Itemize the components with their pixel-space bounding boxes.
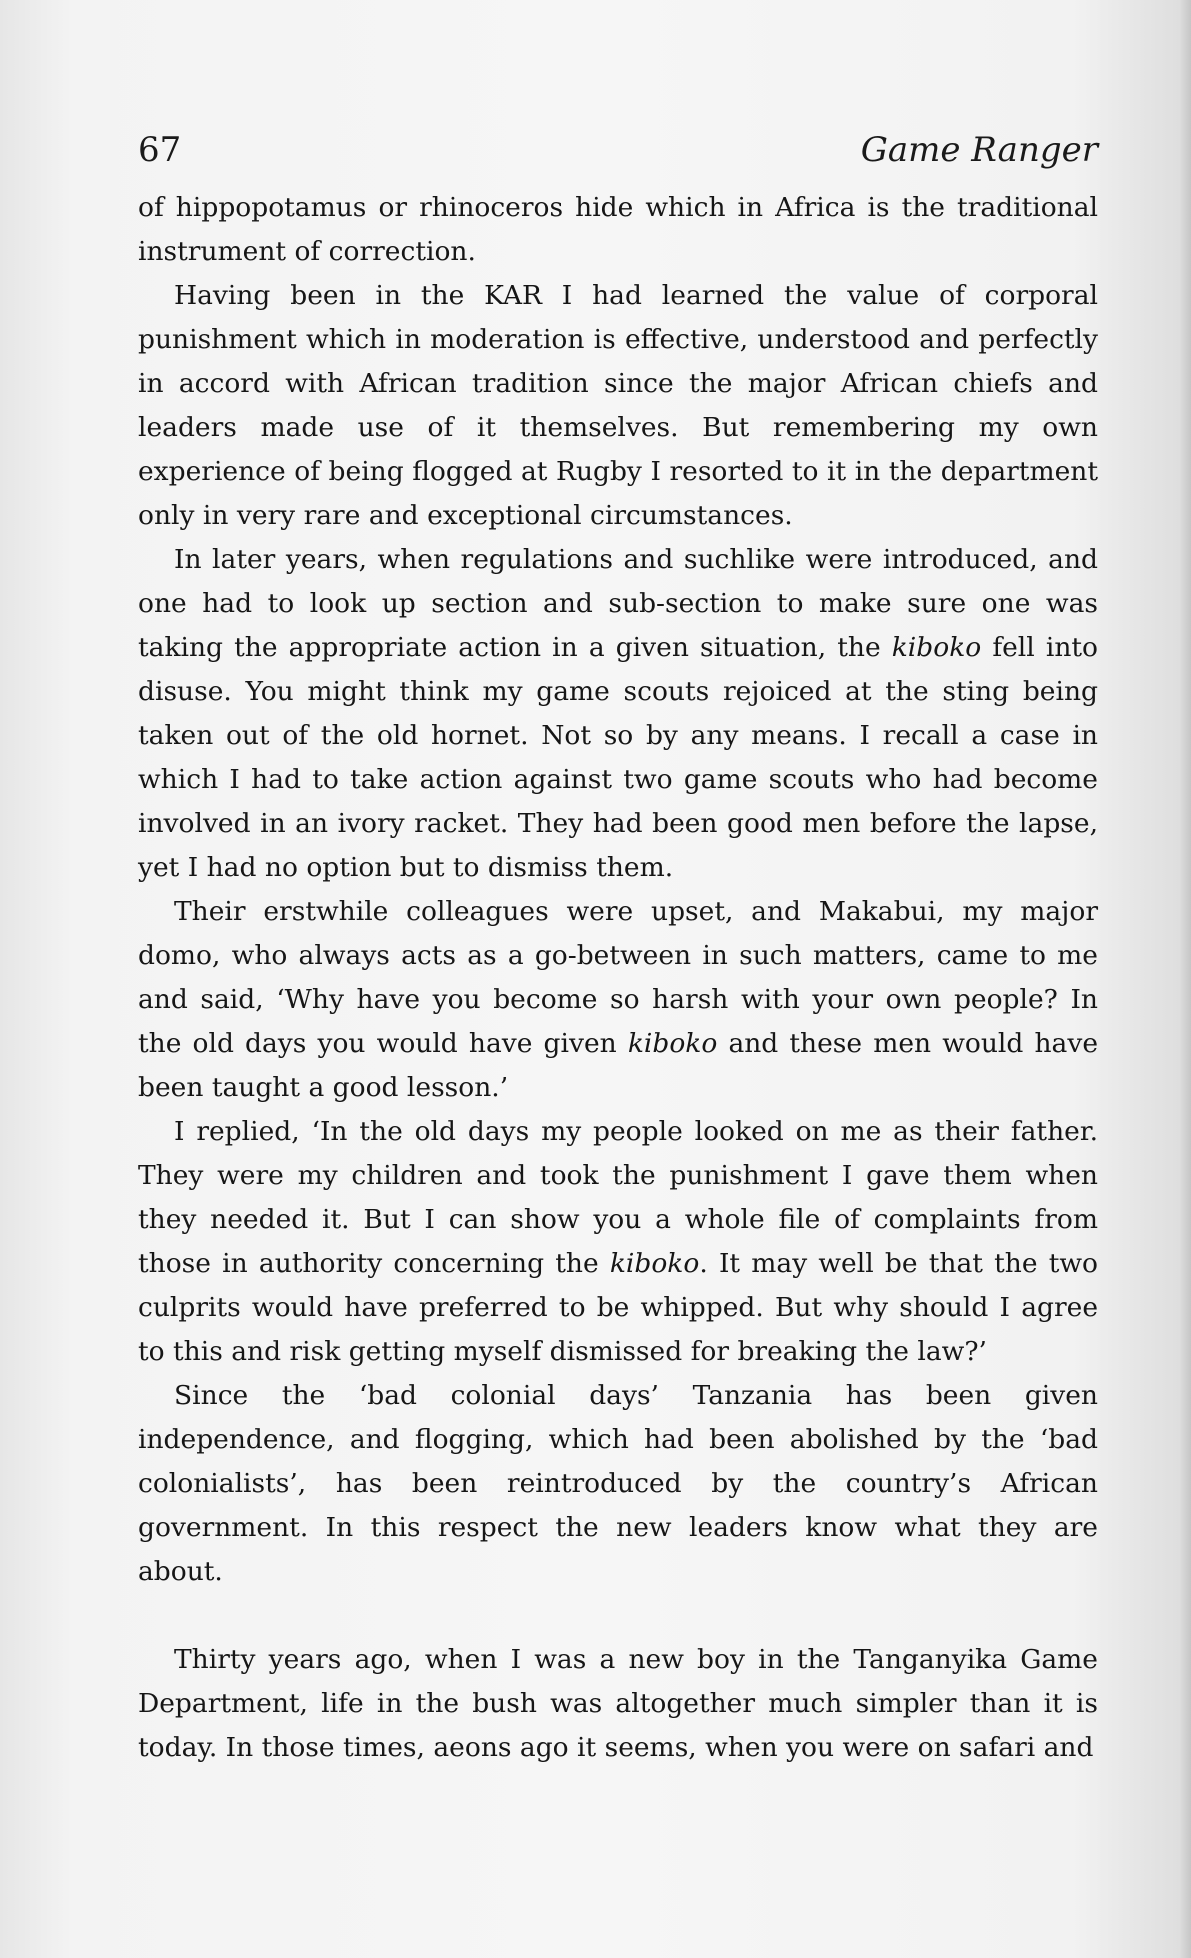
- section-break: [138, 1594, 1098, 1638]
- italic-term: kiboko: [891, 632, 982, 663]
- paragraph: of hippopotamus or rhinoceros hide which in Africa is the traditional instrument of correction.: [138, 192, 1098, 267]
- paragraph: In later years, when regulations and suchlike were introduced, and one had to look up section and sub-section to make sure one was taking the appropriate action in a given situation, the kiboko fell into disuse. You might think my game scouts rejoiced at the sting being taken out of the old hornet. Not so by any means. I recall a case in which I had to take action against two game scouts who had become involved in an ivory racket. They had been good men before the lapse, yet I had no option but to dismiss them.: [138, 544, 1099, 883]
- paragraph: Their erstwhile colleagues were upset, and Makabui, my major domo, who always acts as a go-between in such matters, came to me and said, ‘Why have you become so harsh with your own people? In the old days you would have given kiboko and these men would have been taught a good lesson.’: [138, 896, 1099, 1103]
- italic-term: kiboko: [627, 1028, 718, 1059]
- page-number: 67: [138, 130, 182, 170]
- italic-term: kiboko: [609, 1248, 700, 1279]
- running-title: Game Ranger: [860, 130, 1098, 170]
- paragraph: I replied, ‘In the old days my people looked on me as their father. They were my children and took the punishment I gave them when they needed it. But I can show you a whole file of complaints from those in authority concerning the kiboko. It may well be that the two culprits would have preferred to be whipped. But why should I agree to this and risk getting myself dismissed for breaking the law?’: [138, 1116, 1098, 1367]
- page-edge-shadow: [1179, 0, 1191, 1958]
- paragraph: Having been in the KAR I had learned the value of corporal punishment which in moderation is effective, understood and perfectly in accord with African tradition since the major African chiefs and leaders made use of it themselves. But remembering my own experience of being flogged at Rugby I resorted to it in the department only in very rare and exceptional circumstances.: [138, 280, 1098, 531]
- paragraph: Since the ‘bad colonial days’ Tanzania has been given independence, and flogging, which had been abolished by the ‘bad colonialists’, has been reintroduced by the country’s African government. In this respect the new leaders know what they are about.: [138, 1380, 1098, 1587]
- body-text: [138, 186, 1098, 1770]
- paragraph: Thirty years ago, when I was a new boy in the Tanganyika Game Department, life in the bush was altogether much simpler than it is today. In those times, aeons ago it seems, when you were on safari and: [138, 1644, 1098, 1763]
- running-head: [138, 128, 1098, 178]
